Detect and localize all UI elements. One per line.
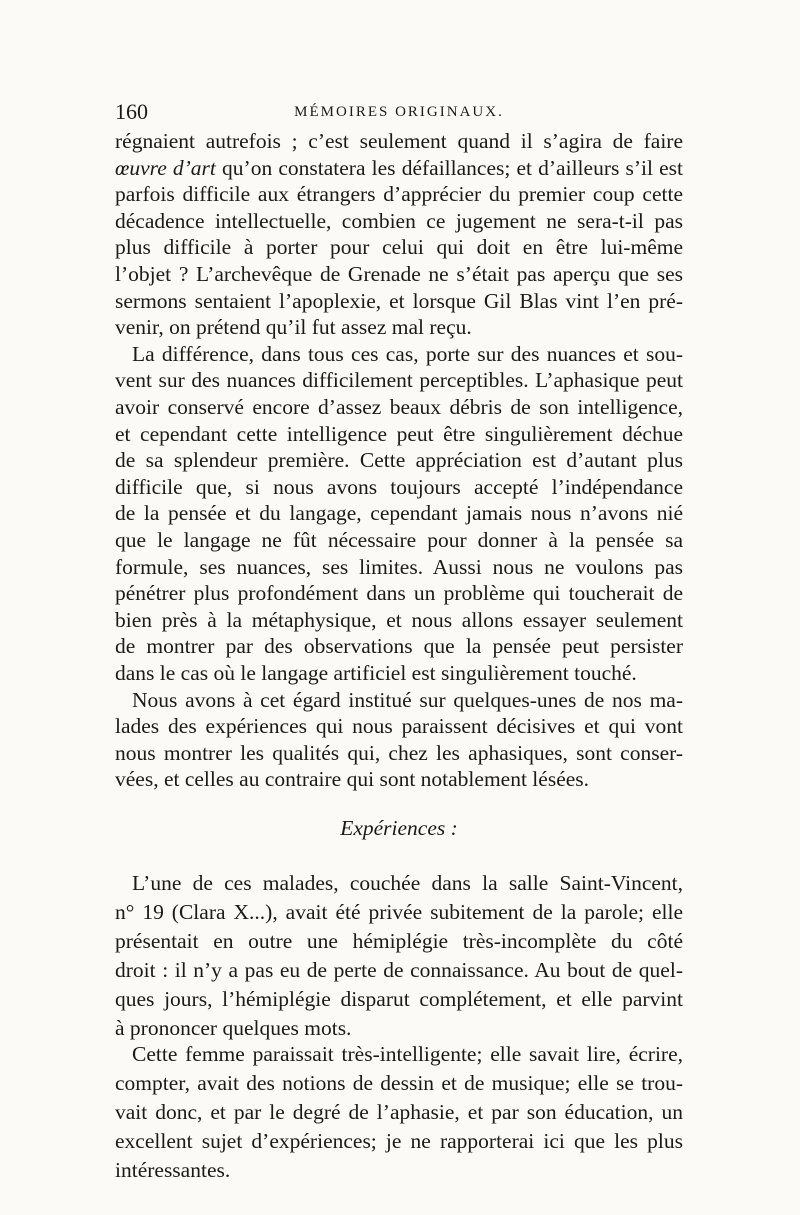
text-line: l’objet ? L’archevêque de Grenade ne s’était pas aperçu que ses	[115, 262, 683, 286]
text-line: et cependant cette intelligence peut être singulièrement déchue	[115, 421, 683, 446]
text-line: La différence, dans tous ces cas, porte sur des nuances et sou-	[132, 341, 683, 366]
text-line: Nous avons à cet égard institué sur quelques-unes de nos ma-	[132, 687, 683, 712]
text-line: plus difficile à porter pour celui qui doit en être lui-même	[115, 235, 683, 260]
running-title: MÉMOIRES ORIGINAUX.	[294, 104, 504, 120]
text-line: présentait en outre une hémiplégie très-incomplète du côté	[115, 929, 683, 953]
text-line	[115, 153, 683, 183]
text-line: Cette femme paraissait très-intelligente; elle savait lire, écrire,	[132, 1042, 683, 1066]
text-line: lades des expériences qui nous paraissent décisives et qui vont	[115, 714, 683, 739]
text-line: venir, on prétend qu’il fut assez mal reçu.	[115, 315, 472, 340]
text-line: à prononcer quelques mots.	[115, 1016, 352, 1040]
text-line: vées, et celles au contraire qui sont notablement lésées.	[115, 767, 590, 792]
text-line: vent sur des nuances difficilement perceptibles. L’aphasique peut	[115, 368, 683, 393]
text-line: droit : il n’y a pas eu de perte de connaissance. Au bout de quel-	[115, 958, 683, 982]
section-heading: Expériences :	[340, 816, 458, 840]
text-line: que le langage ne fût nécessaire pour donner à la pensée sa	[115, 528, 683, 552]
page-header	[115, 99, 683, 125]
text-line: régnaient autrefois ; c’est seulement quand il s’agira de faire	[115, 129, 683, 153]
text-line: n° 19 (Clara X...), avait été privée subitement de la parole; elle	[115, 900, 683, 924]
text-line: ques jours, l’hémiplégie disparut complétement, et elle parvint	[115, 987, 683, 1011]
text-line: bien près à la métaphysique, et nous allons essayer seulement	[115, 607, 683, 632]
italic-phrase: œuvre d’art	[115, 155, 216, 180]
text-line: pénétrer plus profondément dans un problème qui toucherait de	[115, 581, 683, 606]
text-span: qu’on constatera les défaillances; et d’ailleurs s’il est	[215, 155, 683, 180]
text-line: parfois difficile aux étrangers d’apprécier du premier coup cette	[115, 182, 683, 207]
text-line: décadence intellectuelle, combien ce jugement ne sera-t-il pas	[115, 208, 683, 233]
page-number: 160	[115, 99, 148, 124]
text-line: nous montrer les qualités qui, chez les aphasiques, sont conser-	[115, 740, 683, 765]
text-line: de montrer par des observations que la pensée peut persister	[115, 634, 683, 659]
text-line: difficile que, si nous avons toujours accepté l’indépendance	[115, 474, 683, 499]
text-line: intéressantes.	[115, 1158, 231, 1182]
text-line: vait donc, et par le degré de l’aphasie, et par son éducation, un	[115, 1100, 683, 1124]
text-line: de la pensée et du langage, cependant jamais nous n’avons nié	[115, 501, 683, 526]
text-line: sermons sentaient l’apoplexie, et lorsque Gil Blas vint l’en pré-	[115, 288, 683, 313]
text-line: compter, avait des notions de dessin et de musique; elle se trou-	[115, 1071, 683, 1095]
text-line: dans le cas où le langage artificiel est singulièrement touché.	[115, 661, 637, 685]
text-line: avoir conservé encore d’assez beaux débris de son intelligence,	[115, 395, 683, 419]
text-line: de sa splendeur première. Cette appréciation est d’autant plus	[115, 448, 683, 473]
text-line: formule, ses nuances, ses limites. Aussi nous ne voulons pas	[115, 554, 683, 579]
text-line: excellent sujet d’expériences; je ne rapporterai ici que les plus	[115, 1129, 683, 1153]
text-line: L’une de ces malades, couchée dans la salle Saint-Vincent,	[132, 871, 683, 895]
